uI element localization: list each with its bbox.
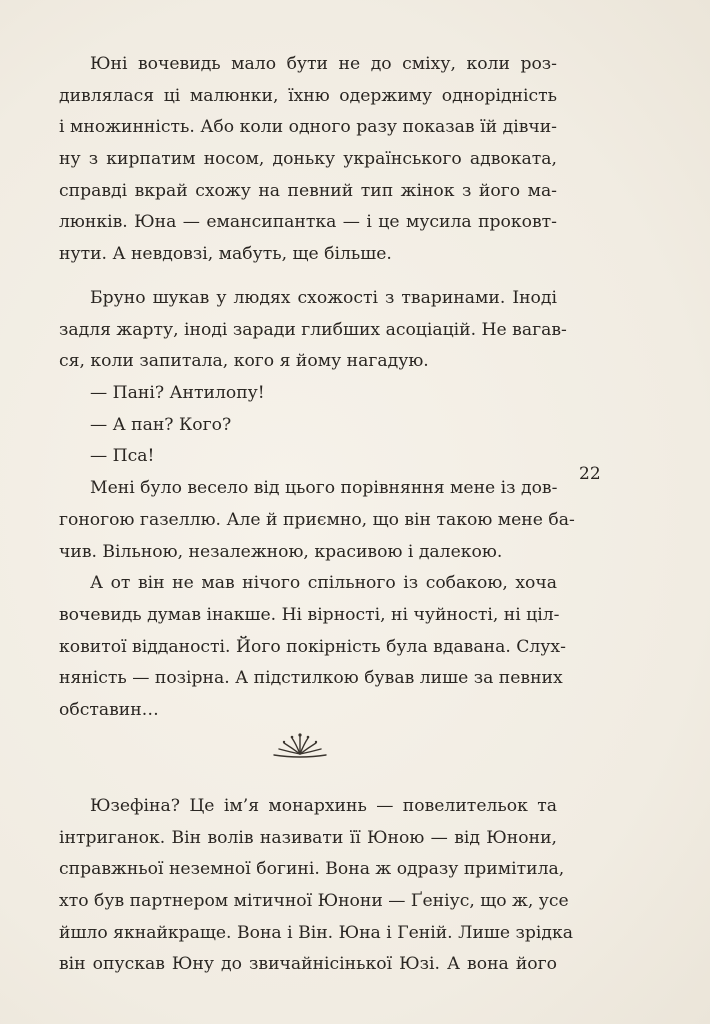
text-line: ся, коли запитала, кого я йому нагадую. xyxy=(59,351,429,372)
text-line: і множинність. Або коли одного разу показав їй дівчи- xyxy=(59,117,557,138)
text-line: інтриганок. Він волів називати її Юною — від Юнони, xyxy=(59,827,557,848)
text-line: нути. А невдовзі, мабуть, ще більше. xyxy=(59,244,392,265)
paragraph-block-1 xyxy=(59,49,557,271)
text-line: чив. Вільною, незалежною, красивою і далекою. xyxy=(59,541,503,562)
text-line: А от він не мав нічого спільного із собакою, хоча xyxy=(90,573,557,594)
dialogue-line: — Пані? Антилопу! xyxy=(90,383,265,404)
paragraph-block-3 xyxy=(59,791,573,981)
text-line: Бруно шукав у людях схожості з тваринами. Іноді xyxy=(90,288,557,308)
text-line: він опускав Юну до звичайнісінької Юзі. А вона його xyxy=(59,954,557,975)
text-line: люнків. Юна — емансипантка — і це мусила проковт- xyxy=(59,212,557,233)
text-line: гоногою газеллю. Але й приємно, що він такою мене ба- xyxy=(59,509,575,530)
text-line: справжньої неземної богині. Вона ж одразу примітила, xyxy=(59,859,565,880)
text-line: справді вкрай схожу на певний тип жінок з його ма- xyxy=(59,180,557,201)
fan-flourish-icon xyxy=(270,728,330,760)
dialogue-line: — Пса! xyxy=(90,446,155,467)
text-line: няність — позірна. А підстилкою бував лише за певних xyxy=(59,668,563,689)
text-line: Юзефіна? Це ім’я монархинь — повелительок та xyxy=(90,796,557,816)
text-line: ковитої відданості. Його покірність була вдавана. Слух- xyxy=(59,636,566,657)
text-line: вочевидь думав інакше. Ні вірності, ні чуйності, ні цiл- xyxy=(59,604,560,625)
text-line: Юні вочевидь мало бути не до сміху, коли роз- xyxy=(90,54,557,74)
text-line: дивлялася ці малюнки, їхню одержиму однорідність xyxy=(59,85,557,106)
text-line: обставин… xyxy=(59,699,159,720)
paragraph-block-2 xyxy=(59,283,575,727)
text-line: йшло якнайкраще. Вона і Він. Юна і Геній. Лише зрідка xyxy=(59,922,573,943)
text-line: хто був партнером мітичної Юнони — Ґеніус, що ж, усе xyxy=(59,891,569,912)
dialogue-line: — А пан? Кого? xyxy=(90,414,232,435)
text-line: ну з кирпатим носом, доньку українського адвоката, xyxy=(59,149,557,170)
page-number: 22 xyxy=(579,464,601,484)
text-line: задля жарту, іноді заради глибших асоціацій. Не вагав- xyxy=(59,319,567,340)
text-line: Мені було весело від цього порівняння мене із дов- xyxy=(90,478,558,499)
